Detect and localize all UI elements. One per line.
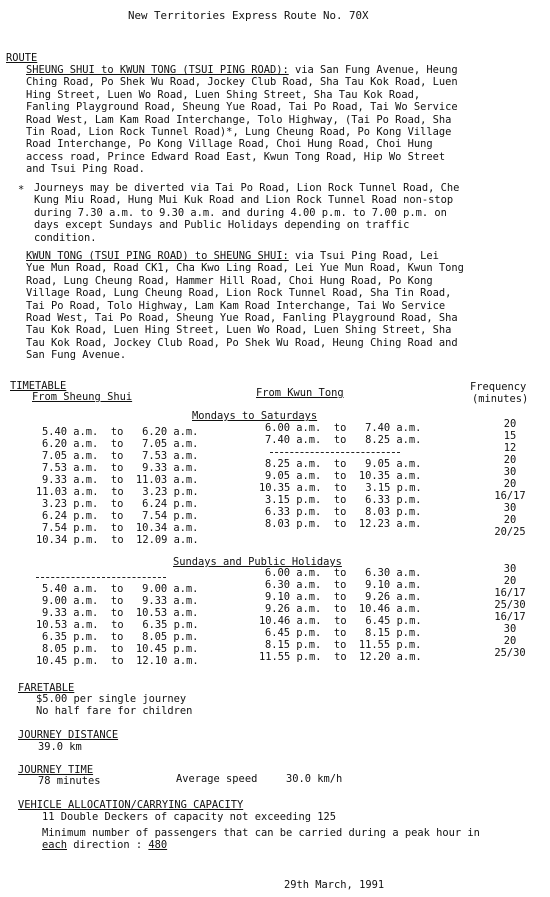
weekday-kt-row: 8.03 p.m. to 12.23 a.m.	[265, 518, 422, 530]
diversion-note	[34, 182, 550, 244]
note-line: Journeys may be diverted via Tai Po Road, Lion Rock Tunnel Road, Che	[34, 182, 460, 194]
route-inbound-line: Village Road, Lung Cheung Road, Lion Rock Tunnel Road, Sha Tin Road,	[26, 287, 452, 300]
holiday-frequency: 16/17	[494, 611, 526, 623]
route-outbound-line: Road Interchange, Po Kong Village Road, Choi Hung Road, Choi Hung	[26, 138, 433, 151]
fare-children: No half fare for children	[36, 705, 193, 717]
route-inbound-line: Tau Kok Road, Jockey Club Road, Po Shek Wu Road, Heung Ching Road and	[26, 336, 458, 349]
weekday-kt-row: 7.40 a.m. to 8.25 a.m.	[265, 434, 422, 446]
route-inbound-line: Road West, Tai Po Road, Sheung Yue Road, Fanling Playground Road, Sha	[26, 312, 458, 325]
holiday-kt-row: 8.15 p.m. to 11.55 p.m.	[265, 639, 422, 651]
holiday-ss-divider	[36, 577, 166, 578]
weekday-frequency: 20	[503, 478, 517, 490]
holiday-ss-row: 9.00 a.m. to 9.33 a.m.	[42, 595, 199, 607]
weekday-kt-row: 10.35 a.m. to 3.15 p.m.	[259, 482, 422, 494]
note-line: during 7.30 a.m. to 9.30 a.m. and during 4.00 p.m. to 7.00 p.m. on	[34, 206, 447, 219]
weekday-frequency: 15	[503, 430, 517, 442]
holiday-kt-row: 9.10 a.m. to 9.26 a.m.	[265, 591, 422, 603]
route-outbound-line: and Tsui Ping Road.	[26, 163, 145, 176]
weekday-kt-divider	[270, 452, 400, 453]
note-line: Kung Miu Road, Hung Mui Kuk Road and Lion Rock Tunnel Road non-stop	[34, 194, 454, 207]
weekday-frequency: 20	[503, 418, 517, 430]
average-speed-label: Average speed	[176, 773, 258, 785]
holiday-frequency: 25/30	[494, 599, 526, 611]
weekday-label: Mondays to Saturdays	[192, 410, 318, 422]
weekday-ss-row: 9.33 a.m. to 11.03 a.m.	[42, 474, 199, 486]
journey-distance-heading: JOURNEY DISTANCE	[18, 729, 119, 741]
document-title: New Territories Express Route No. 70X	[128, 9, 369, 22]
vehicle-heading: VEHICLE ALLOCATION/CARRYING CAPACITY	[18, 799, 244, 811]
weekday-ss-row: 7.54 p.m. to 10.34 a.m.	[42, 522, 199, 534]
weekday-ss-row: 3.23 p.m. to 6.24 p.m.	[42, 498, 199, 510]
route-inbound-line: San Fung Avenue.	[26, 349, 127, 362]
weekday-ss-row: 7.53 a.m. to 9.33 a.m.	[42, 462, 199, 474]
journey-time-heading: JOURNEY TIME	[18, 764, 94, 776]
capacity-statement: Minimum number of passengers that can be carried during a peak hour in	[42, 827, 480, 839]
holiday-kt-row: 11.55 p.m. to 12.20 a.m.	[259, 651, 422, 663]
holiday-frequency: 20	[503, 575, 517, 587]
col-frequency-unit: (minutes)	[472, 393, 529, 405]
capacity-value: 480	[148, 839, 168, 851]
route-inbound	[26, 250, 544, 362]
holiday-ss-row: 10.45 p.m. to 12.10 a.m.	[36, 655, 199, 667]
holiday-frequency: 30	[503, 623, 517, 635]
capacity-direction	[42, 839, 167, 851]
weekday-frequency: 30	[503, 502, 517, 514]
document-date: 29th March, 1991	[284, 879, 385, 891]
weekday-kt-row: 6.33 p.m. to 8.03 p.m.	[265, 506, 422, 518]
weekday-kt-row: 8.25 a.m. to 9.05 a.m.	[265, 458, 422, 470]
weekday-frequency: 20	[503, 454, 517, 466]
route-outbound-label: SHEUNG SHUI to KWUN TONG (TSUI PING ROAD):	[26, 64, 289, 76]
holiday-frequency: 16/17	[494, 587, 526, 599]
direction-text: direction :	[67, 839, 149, 851]
holiday-kt-row: 6.00 a.m. to 6.30 a.m.	[265, 567, 422, 579]
note-line: condition.	[34, 231, 97, 244]
vehicle-allocation: 11 Double Deckers of capacity not exceeding 125	[42, 811, 337, 823]
route-inbound-line: Tau Kok Road, Luen Hing Street, Luen Wo Road, Luen Shing Street, Sha	[26, 324, 452, 337]
fare-single-journey: $5.00 per single journey	[36, 693, 187, 705]
route-inbound-label: KWUN TONG (TSUI PING ROAD) to SHEUNG SHUI:	[26, 250, 289, 262]
weekday-ss-row: 7.05 a.m. to 7.53 a.m.	[42, 450, 199, 462]
weekday-frequency: 20	[503, 514, 517, 526]
journey-distance-value: 39.0 km	[38, 741, 82, 753]
route-outbound-line: Tin Road, Lion Rock Tunnel Road)*, Lung Cheung Road, Po Kong Village	[26, 126, 452, 139]
weekday-ss-row: 6.24 p.m. to 7.54 p.m.	[42, 510, 199, 522]
route-heading: ROUTE	[6, 52, 38, 64]
route-inbound-line: via Tsui Ping Road, Lei	[288, 250, 439, 262]
weekday-frequency: 30	[503, 466, 517, 478]
route-outbound	[26, 64, 544, 176]
average-speed-value: 30.0 km/h	[286, 773, 343, 785]
route-outbound-line: Hing Street, Luen Wo Road, Luen Shing Street, Sha Tau Kok Road,	[26, 88, 421, 101]
col-from-sheung-shui: From Sheung Shui	[32, 391, 133, 403]
weekday-ss-row: 6.20 a.m. to 7.05 a.m.	[42, 438, 199, 450]
note-line: days except Sundays and Public Holidays depending on traffic	[34, 219, 410, 232]
weekday-ss-row: 11.03 a.m. to 3.23 p.m.	[36, 486, 199, 498]
holiday-frequency: 30	[503, 563, 517, 575]
holiday-ss-row: 10.53 a.m. to 6.35 p.m.	[36, 619, 199, 631]
each-word: each	[42, 839, 68, 851]
journey-time-value: 78 minutes	[38, 775, 101, 787]
holiday-frequency: 20	[503, 635, 517, 647]
weekday-frequency: 16/17	[494, 490, 526, 502]
weekday-kt-row: 6.00 a.m. to 7.40 a.m.	[265, 422, 422, 434]
weekday-kt-row: 9.05 a.m. to 10.35 a.m.	[265, 470, 422, 482]
timetable-heading: TIMETABLE	[10, 380, 67, 392]
route-inbound-line: Road, Lung Cheung Road, Hammer Hill Road, Choi Hung Road, Po Kong	[26, 274, 433, 287]
route-outbound-line: via San Fung Avenue, Heung	[288, 64, 458, 76]
weekday-frequency: 20/25	[494, 526, 526, 538]
col-from-kwun-tong: From Kwun Tong	[256, 387, 344, 399]
holiday-kt-row: 6.30 a.m. to 9.10 a.m.	[265, 579, 422, 591]
route-outbound-line: Fanling Playground Road, Sheung Yue Road, Tai Po Road, Tai Wo Service	[26, 101, 458, 114]
route-outbound-line: access road, Prince Edward Road East, Kwun Tong Road, Hip Wo Street	[26, 150, 446, 163]
weekday-frequency: 12	[503, 442, 517, 454]
holiday-label: Sundays and Public Holidays	[173, 556, 342, 568]
holiday-ss-row: 6.35 p.m. to 8.05 p.m.	[42, 631, 199, 643]
route-inbound-line: Yue Mun Road, Road CK1, Cha Kwo Ling Road, Lei Yue Mun Road, Kwun Tong	[26, 262, 464, 275]
route-inbound-line: Tai Po Road, Tolo Highway, Lam Kam Road Interchange, Tai Wo Service	[26, 299, 446, 312]
route-outbound-line: Ching Road, Po Shek Wu Road, Jockey Club Road, Sha Tau Kok Road, Luen	[26, 76, 458, 89]
route-outbound-line: Road West, Lam Kam Road Interchange, Tolo Highway, (Tai Po Road, Sha	[26, 113, 452, 126]
holiday-ss-row: 9.33 a.m. to 10.53 a.m.	[42, 607, 199, 619]
holiday-kt-row: 6.45 p.m. to 8.15 p.m.	[265, 627, 422, 639]
holiday-ss-row: 5.40 a.m. to 9.00 a.m.	[42, 583, 199, 595]
col-frequency: Frequency	[470, 381, 527, 393]
holiday-kt-row: 9.26 a.m. to 10.46 a.m.	[265, 603, 422, 615]
weekday-kt-row: 3.15 p.m. to 6.33 p.m.	[265, 494, 422, 506]
faretable-heading: FARETABLE	[18, 682, 75, 694]
weekday-ss-row: 5.40 a.m. to 6.20 a.m.	[42, 426, 199, 438]
note-asterisk: *	[18, 184, 25, 196]
holiday-frequency: 25/30	[494, 647, 526, 659]
weekday-ss-row: 10.34 p.m. to 12.09 a.m.	[36, 534, 199, 546]
holiday-kt-row: 10.46 a.m. to 6.45 p.m.	[259, 615, 422, 627]
holiday-ss-row: 8.05 p.m. to 10.45 p.m.	[42, 643, 199, 655]
